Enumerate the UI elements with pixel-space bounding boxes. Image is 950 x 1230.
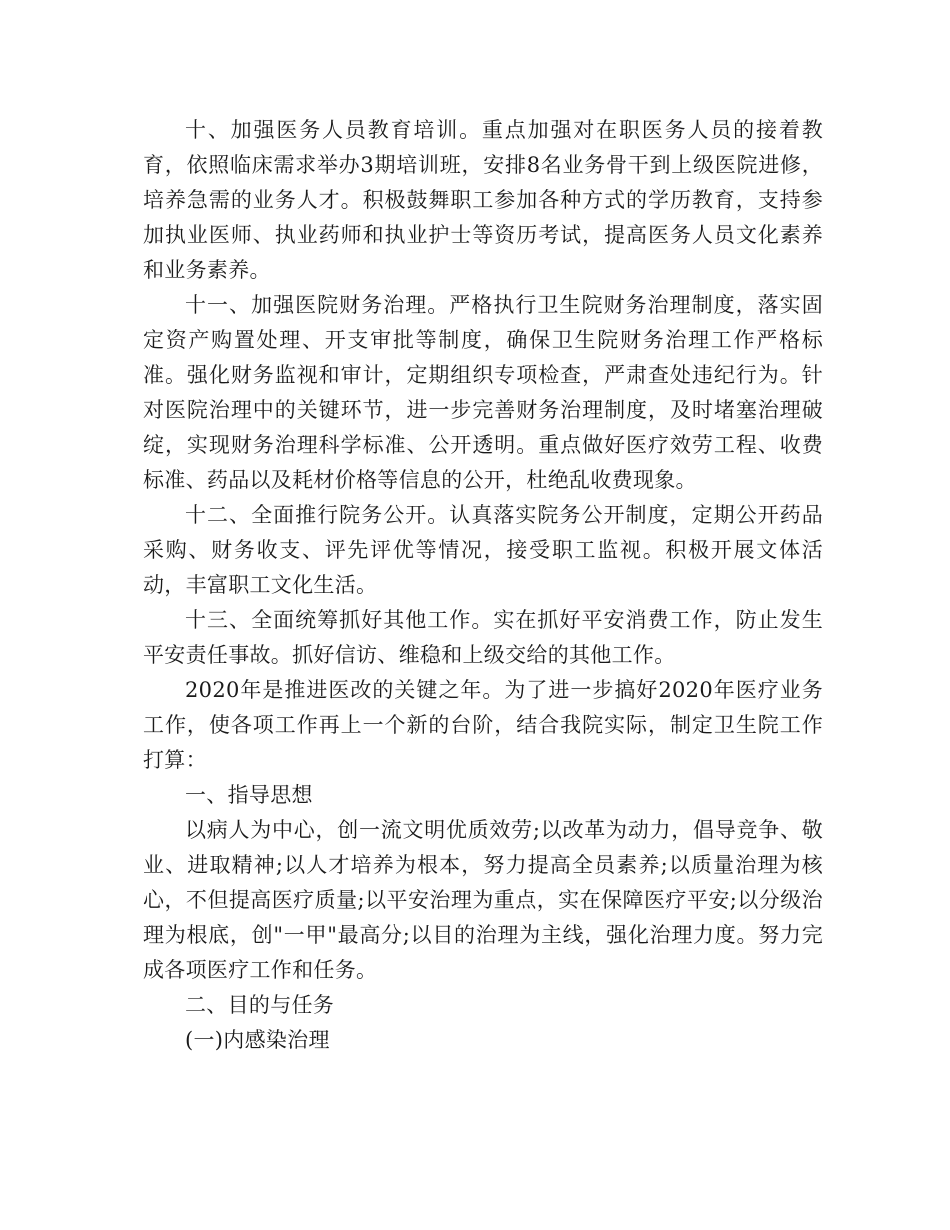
paragraph-finance-management: 十一、加强医院财务治理。严格执行卫生院财务治理制度，落实固定资产购置处理、开支审批等制度，确保卫生院财务治理工作严格标准。强化财务监视和审计，定期组织专项检查，严肃查处违纪行为。针对医院治理中的关键环节，进一步完善财务治理制度，及时堵塞治理破绽，实现财务治理科学标准、公开透明。重点做好医疗效劳工程、收费标准、药品以及耗材价格等信息的公开，杜绝乱收费现象。 xyxy=(143,293,823,492)
heading-guiding-ideology: 一、指导思想 xyxy=(185,783,313,807)
paragraph-staff-training: 十、加强医务人员教育培训。重点加强对在职医务人员的接着教育，依照临床需求举办3期培训班，安排8名业务骨干到上级医院进修，培养急需的业务人才。积极鼓舞职工参加各种方式的学历教育，支持参加执业医师、执业药师和执业护士等资历考试，提高医务人员文化素养和业务素养。 xyxy=(143,118,823,282)
paragraph-other-work: 十三、全面统筹抓好其他工作。实在抓好平安消费工作，防止发生平安责任事故。抓好信访、维稳和上级交给的其他工作。 xyxy=(143,608,823,667)
heading-infection-control: (一)内感染治理 xyxy=(185,1028,330,1052)
heading-goals-tasks: 二、目的与任务 xyxy=(185,993,335,1017)
document-body xyxy=(143,113,823,1058)
paragraph-2020-intro: 2020年是推进医改的关键之年。为了进一步搞好2020年医疗业务工作，使各项工作再上一个新的台阶，结合我院实际，制定卫生院工作打算： xyxy=(143,678,823,772)
paragraph-guiding-ideology: 以病人为中心，创一流文明优质效劳;以改革为动力，倡导竞争、敬业、进取精神;以人才培养为根本，努力提高全员素养;以质量治理为核心，不但提高医疗质量;以平安治理为重点，实在保障医疗平安;以分级治理为根底，创"一甲"最高分;以目的治理为主线，强化治理力度。努力完成各项医疗工作和任务。 xyxy=(143,818,823,982)
paragraph-affairs-disclosure: 十二、全面推行院务公开。认真落实院务公开制度，定期公开药品采购、财务收支、评先评优等情况，接受职工监视。积极开展文体活动，丰富职工文化生活。 xyxy=(143,503,823,597)
